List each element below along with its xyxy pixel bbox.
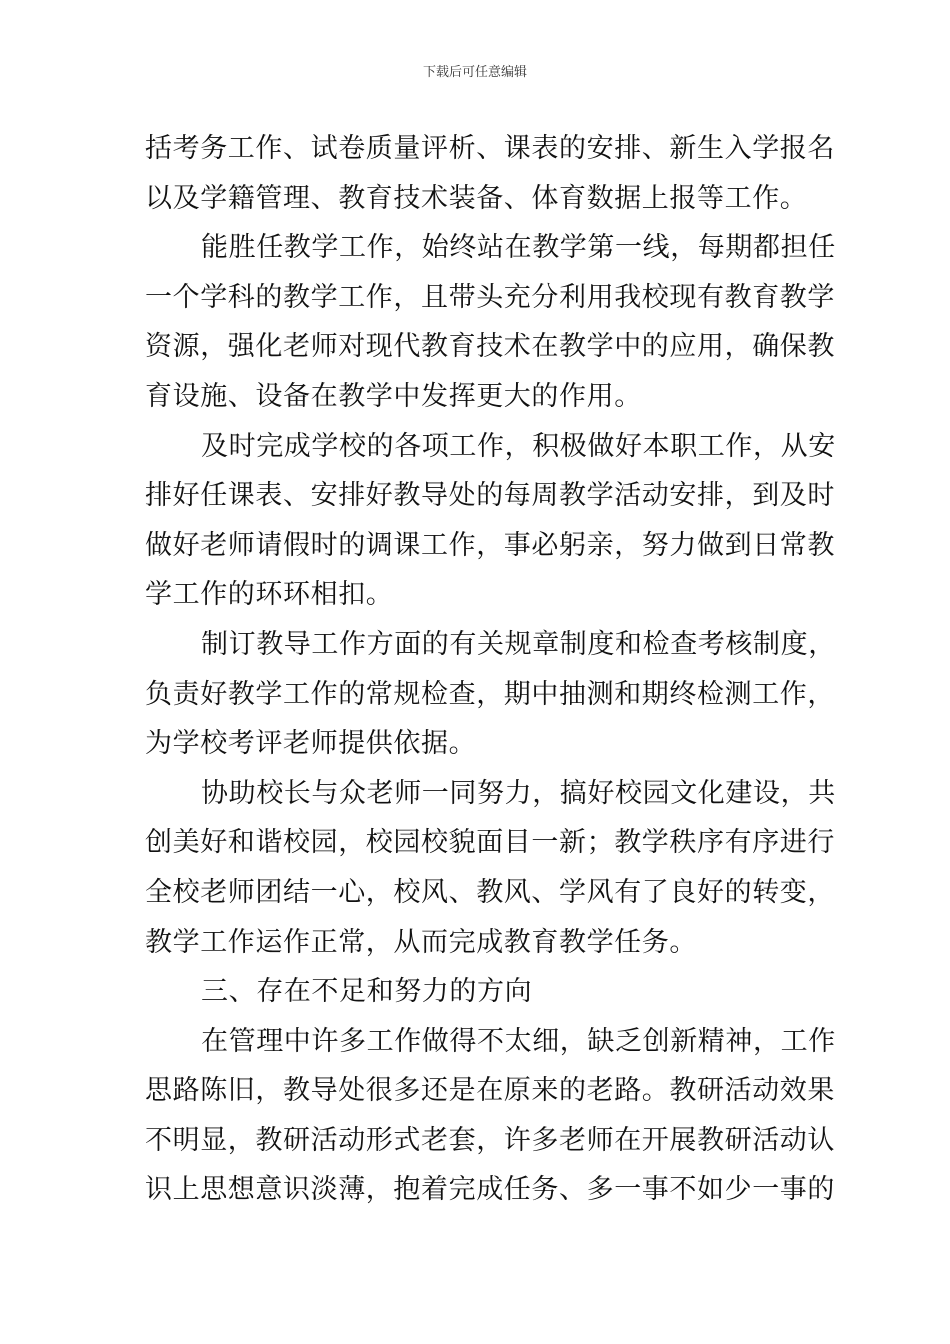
page-header: 下载后可任意编辑 [422, 65, 527, 80]
text-line: 学工作的环环相扣。 [145, 579, 394, 611]
paragraph [145, 1017, 836, 1215]
text-line: 教学工作运作正常，从而完成教育教学任务。 [145, 926, 697, 958]
text-line: 创美好和谐校园，校园校貌面目一新；教学秩序有序进行 [145, 827, 835, 859]
text-line: 以及学籍管理、教育技术装备、体育数据上报等工作。 [145, 182, 808, 214]
text-line: 括考务工作、试卷质量评析、课表的安排、新生入学报名 [145, 133, 835, 164]
text-line: 不明显，教研活动形式老套，许多老师在开展教研活动认 [145, 1124, 835, 1156]
text-line: 排好任课表、安排好教导处的每周教学活动安排，到及时 [145, 480, 835, 512]
document-body [145, 124, 836, 1215]
paragraph [145, 422, 836, 620]
text-line: 资源，强化老师对现代教育技术在教学中的应用，确保教 [145, 331, 835, 363]
heading-text: 三、存在不足和努力的方向 [201, 976, 533, 1008]
text-line: 识上思想意识淡薄，抱着完成任务、多一事不如少一事的 [145, 1174, 835, 1206]
text-line: 思路陈旧，教导处很多还是在原来的老路。教研活动效果 [145, 1075, 835, 1107]
text-line: 在管理中许多工作做得不太细，缺乏创新精神，工作 [201, 1025, 836, 1057]
text-line: 全校老师团结一心，校风、教风、学风有了良好的转变， [145, 876, 835, 908]
text-line: 及时完成学校的各项工作，积极做好本职工作，从安 [201, 430, 836, 462]
text-line: 负责好教学工作的常规检查，期中抽测和期终检测工作， [145, 678, 835, 710]
paragraph [145, 124, 835, 223]
text-line: 育设施、设备在教学中发挥更大的作用。 [145, 380, 642, 412]
text-line: 协助校长与众老师一同努力，搞好校园文化建设，共 [201, 777, 836, 809]
text-line: 制订教导工作方面的有关规章制度和检查考核制度， [201, 628, 836, 660]
paragraph [145, 223, 836, 421]
paragraph [145, 769, 836, 967]
text-line: 一个学科的教学工作，且带头充分利用我校现有教育教学 [145, 281, 835, 313]
text-line: 做好老师请假时的调课工作，事必躬亲，努力做到日常教 [145, 529, 835, 561]
text-line: 为学校考评老师提供依据。 [145, 728, 477, 760]
section-heading [145, 967, 809, 1017]
text-line: 能胜任教学工作，始终站在教学第一线，每期都担任 [201, 232, 836, 264]
paragraph [145, 620, 836, 769]
